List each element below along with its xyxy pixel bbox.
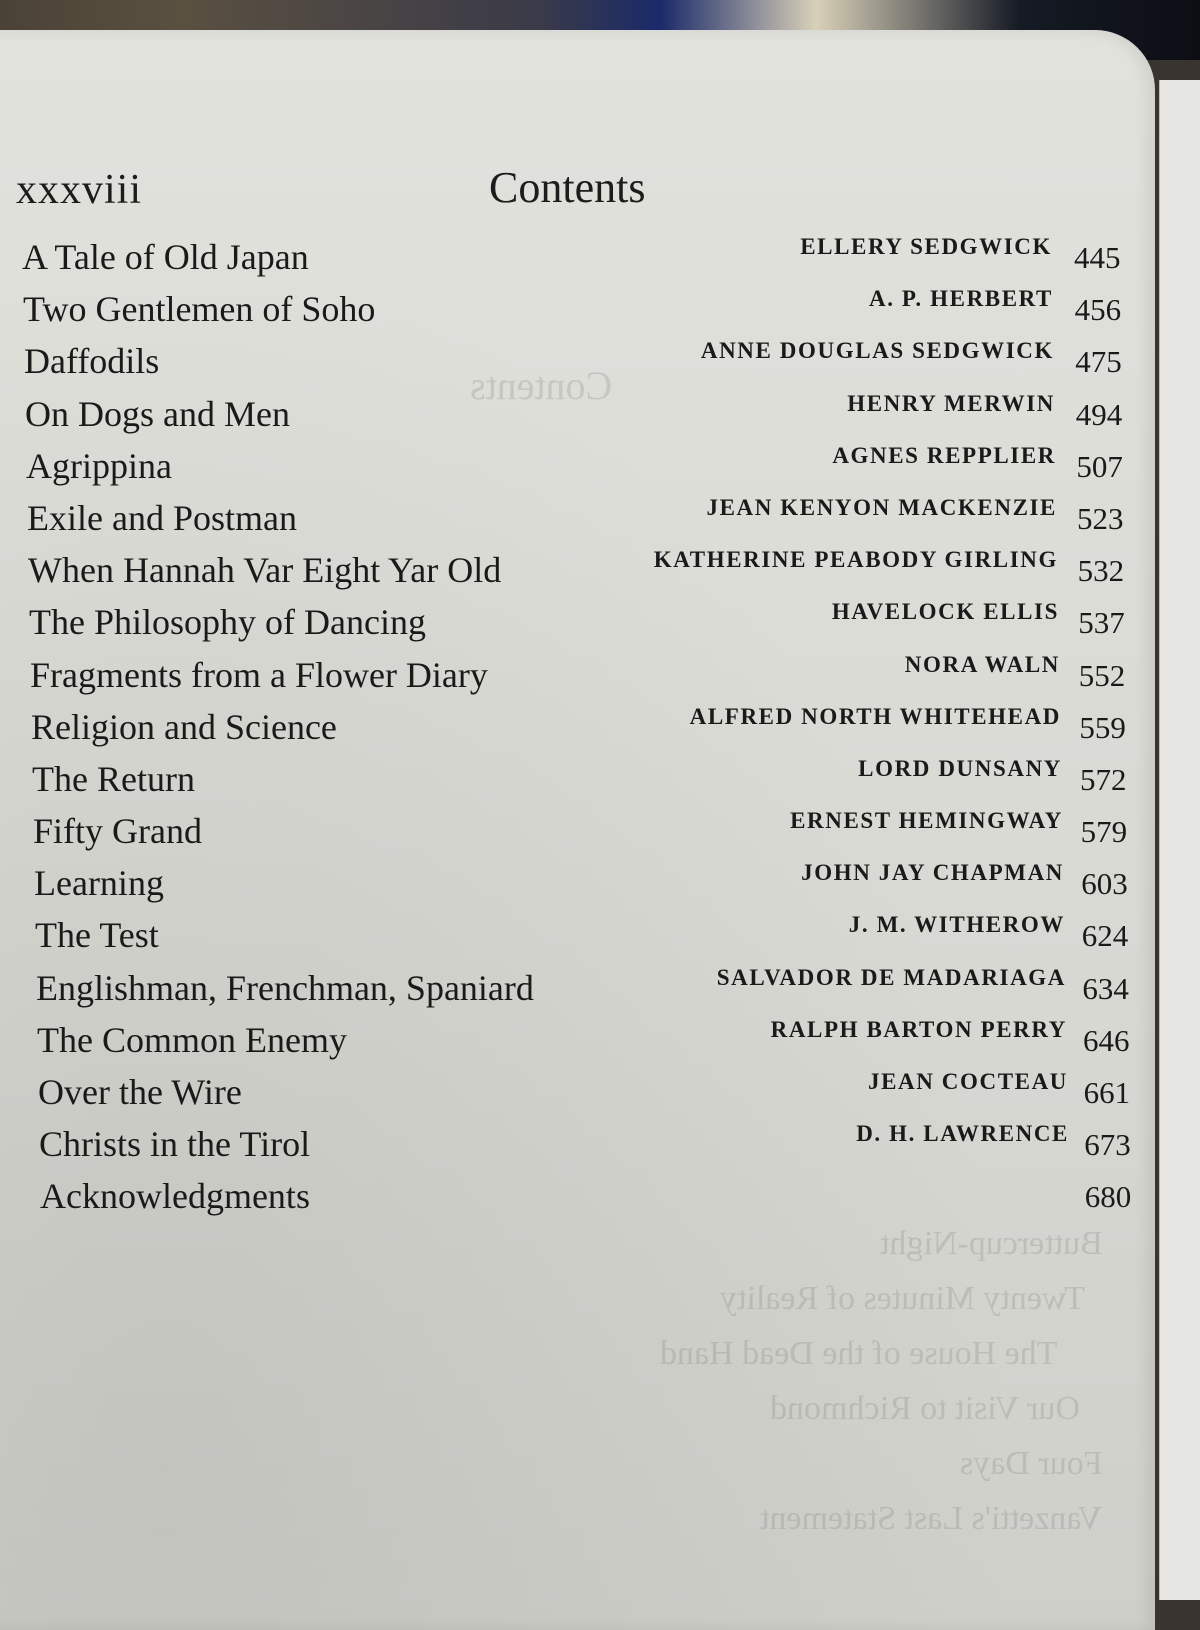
entry-title: Acknowledgments: [40, 1176, 310, 1217]
entry-title: Learning: [34, 863, 164, 904]
entry-author: ELLERY SEDGWICK: [800, 234, 1052, 259]
entry-page-number: 646: [1083, 1022, 1130, 1058]
entry-author: HENRY MERWIN: [847, 390, 1055, 416]
entry-page-number: 634: [1082, 970, 1129, 1006]
entry-title: The Common Enemy: [37, 1019, 347, 1060]
entry-page-number: 494: [1075, 396, 1123, 432]
toc-entry: [22, 1015, 1132, 1067]
entry-title: Over the Wire: [38, 1072, 242, 1112]
entry-page-number: 475: [1075, 344, 1122, 380]
table-of-contents: [22, 232, 1132, 1224]
entry-title: Exile and Postman: [27, 497, 297, 538]
toc-entry: [22, 650, 1132, 702]
toc-entry: [22, 493, 1132, 545]
toc-entry: [22, 754, 1132, 806]
toc-entry: [22, 1171, 1132, 1223]
entry-title: The Philosophy of Dancing: [29, 602, 426, 643]
entry-title: Agrippina: [26, 445, 172, 486]
toc-entry: [22, 910, 1132, 962]
next-page-edge: [1159, 80, 1200, 1600]
toc-entry: [22, 232, 1132, 284]
page-number-roman: xxxviii: [16, 167, 143, 213]
entry-page-number: 532: [1077, 553, 1125, 589]
entry-page-number: 661: [1083, 1075, 1131, 1110]
entry-title: The Return: [32, 758, 195, 799]
entry-author: J. M. WITHEROW: [848, 912, 1065, 938]
entry-author: JOHN JAY CHAPMAN: [801, 860, 1064, 886]
entry-author: D. H. LAWRENCE: [856, 1121, 1069, 1147]
toc-entry: [22, 336, 1132, 388]
toc-entry: [22, 1119, 1132, 1171]
entry-page-number: 603: [1081, 866, 1128, 902]
entry-author: A. P. HERBERT: [868, 286, 1053, 312]
entry-page-number: 456: [1074, 292, 1122, 328]
toc-entry: [22, 858, 1132, 910]
toc-entry: [22, 284, 1132, 336]
entry-page-number: 537: [1078, 605, 1125, 641]
toc-entry: [22, 389, 1132, 441]
entry-author: HAVELOCK ELLIS: [831, 599, 1059, 625]
entry-author: RALPH BARTON PERRY: [770, 1016, 1067, 1042]
entry-page-number: 680: [1084, 1179, 1132, 1215]
entry-title: Christs in the Tirol: [39, 1124, 311, 1165]
entry-page-number: 559: [1079, 709, 1126, 745]
entry-author: ALFRED NORTH WHITEHEAD: [689, 703, 1061, 729]
toc-entry: [22, 1067, 1132, 1119]
toc-entry: [22, 702, 1132, 754]
toc-entry: [22, 597, 1132, 649]
entry-title: On Dogs and Men: [25, 393, 290, 434]
entry-author: ERNEST HEMINGWAY: [790, 808, 1063, 834]
entry-author: JEAN COCTEAU: [867, 1069, 1068, 1094]
entry-title: The Test: [35, 915, 159, 956]
page-header: [16, 162, 1136, 222]
entry-author: ANNE DOUGLAS SEDGWICK: [700, 338, 1054, 364]
entry-author: AGNES REPPLIER: [832, 442, 1056, 468]
toc-entry: [22, 441, 1132, 493]
entry-page-number: 624: [1081, 918, 1129, 954]
entry-page-number: 572: [1080, 761, 1127, 797]
entry-page-number: 523: [1077, 500, 1124, 536]
toc-entry: [22, 545, 1132, 597]
entry-author: LORD DUNSANY: [858, 755, 1062, 781]
running-title: Contents: [489, 163, 646, 212]
entry-page-number: 579: [1080, 814, 1128, 850]
entry-title: A Tale of Old Japan: [22, 237, 309, 277]
entry-page-number: 507: [1076, 448, 1123, 484]
entry-title: Two Gentlemen of Soho: [23, 289, 376, 330]
entry-title: Fifty Grand: [33, 811, 202, 852]
entry-page-number: 445: [1074, 240, 1121, 275]
entry-title: Daffodils: [24, 341, 160, 382]
entry-title: Englishman, Frenchman, Spaniard: [36, 967, 534, 1008]
entry-author: SALVADOR DE MADARIAGA: [716, 964, 1066, 990]
entry-author: JEAN KENYON MACKENZIE: [706, 494, 1057, 520]
toc-entry: [22, 963, 1132, 1015]
entry-author: KATHERINE PEABODY GIRLING: [653, 547, 1058, 573]
toc-entry: [22, 806, 1132, 858]
entry-page-number: 673: [1084, 1127, 1131, 1163]
entry-title: When Hannah Var Eight Yar Old: [28, 550, 502, 591]
entry-page-number: 552: [1078, 657, 1126, 693]
entry-author: NORA WALN: [904, 651, 1060, 677]
entry-title: Religion and Science: [31, 706, 337, 747]
entry-title: Fragments from a Flower Diary: [30, 654, 488, 695]
